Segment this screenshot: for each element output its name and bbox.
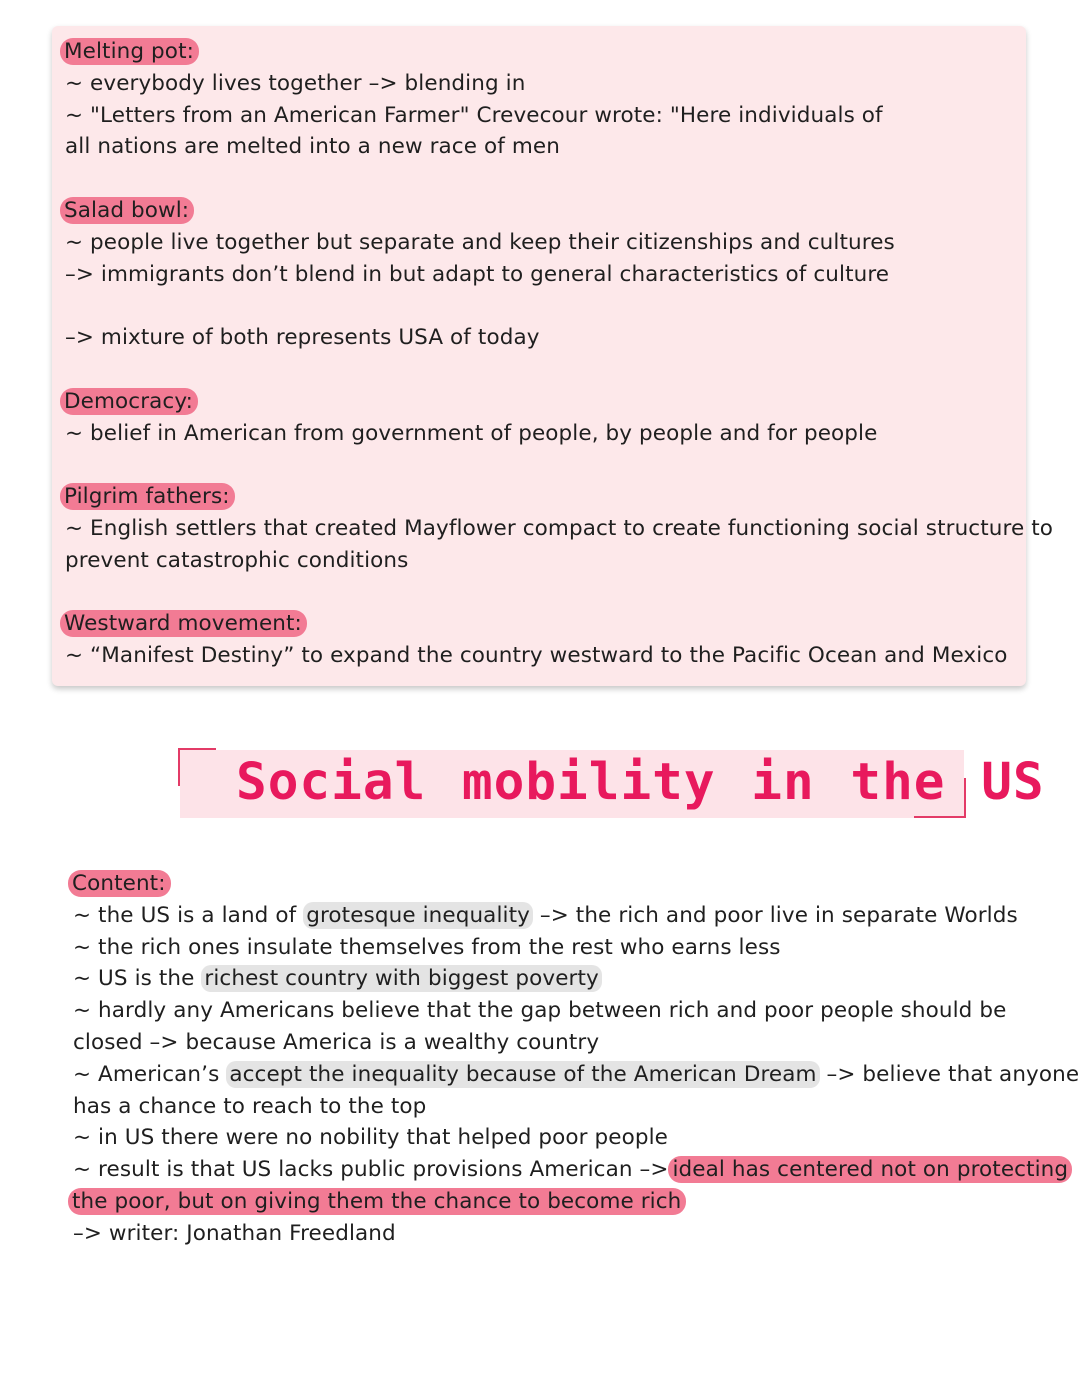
section-mixture bbox=[65, 322, 1020, 354]
content-line-1-highlight: grotesque inequality bbox=[303, 902, 533, 929]
heading-melting-pot: Melting pot: bbox=[60, 38, 199, 65]
content-line-1-prefix: ~ the US is a land of bbox=[73, 902, 304, 928]
content-line-6 bbox=[73, 1059, 1080, 1091]
content-line-10 bbox=[73, 1186, 1063, 1218]
section-melting-pot bbox=[65, 36, 1020, 163]
content-line-7: has a chance to reach to the top bbox=[73, 1093, 427, 1119]
content-line-9 bbox=[73, 1154, 1069, 1186]
title-bracket-top-left bbox=[178, 748, 216, 786]
melting-pot-line-2: ~ "Letters from an American Farmer" Crevecour wrote: "Here individuals of bbox=[65, 102, 883, 128]
page-title: Social mobility in the US bbox=[236, 753, 1045, 812]
section-salad-bowl bbox=[65, 195, 1020, 290]
content-section bbox=[72, 868, 1080, 1250]
pilgrim-fathers-line-2: prevent catastrophic conditions bbox=[65, 547, 409, 573]
salad-bowl-line-1: ~ people live together but separate and keep their citizenships and cultures bbox=[65, 229, 895, 255]
content-line-10-highlight: the poor, but on giving them the chance to become rich bbox=[68, 1188, 686, 1215]
notes-card-content bbox=[64, 36, 1053, 672]
content-line-6-suffix: –> believe that anyone bbox=[819, 1061, 1080, 1087]
heading-salad-bowl: Salad bowl: bbox=[60, 197, 194, 224]
mixture-line: –> mixture of both represents USA of today bbox=[65, 325, 540, 351]
heading-content: Content: bbox=[68, 870, 171, 897]
heading-westward-movement: Westward movement: bbox=[60, 610, 307, 637]
section-democracy bbox=[65, 386, 1020, 450]
pilgrim-fathers-line-1: ~ English settlers that created Mayflower compact to create functioning social structure to bbox=[65, 515, 1053, 541]
content-line-1 bbox=[73, 900, 1063, 932]
salad-bowl-line-2: –> immigrants don’t blend in but adapt to general characteristics of culture bbox=[65, 261, 890, 287]
section-title-block bbox=[178, 748, 1045, 818]
melting-pot-line-1: ~ everybody lives together –> blending in bbox=[65, 70, 526, 96]
section-pilgrim-fathers bbox=[64, 481, 1053, 576]
content-line-4: ~ hardly any Americans believe that the gap between rich and poor people should be bbox=[73, 998, 1007, 1024]
content-line-8: ~ in US there were no nobility that helped poor people bbox=[73, 1125, 668, 1151]
content-line-6-highlight: accept the inequality because of the American Dream bbox=[226, 1061, 819, 1088]
content-line-3 bbox=[73, 963, 1063, 995]
content-line-1-suffix: –> the rich and poor live in separate Worlds bbox=[532, 902, 1018, 928]
content-line-5: closed –> because America is a wealthy country bbox=[73, 1029, 600, 1055]
content-line-11: –> writer: Jonathan Freedland bbox=[73, 1220, 396, 1246]
content-line-6-prefix: ~ American’s bbox=[73, 1061, 227, 1087]
democracy-line-1: ~ belief in American from government of people, by people and for people bbox=[65, 420, 878, 446]
content-line-3-prefix: ~ US is the bbox=[73, 966, 202, 992]
westward-movement-line-1: ~ “Manifest Destiny” to expand the country westward to the Pacific Ocean and Mexico bbox=[65, 643, 1008, 669]
melting-pot-line-3: all nations are melted into a new race of men bbox=[65, 134, 560, 160]
content-line-3-highlight: richest country with biggest poverty bbox=[201, 965, 601, 992]
content-line-9-highlight: ideal has centered not on protecting bbox=[668, 1156, 1072, 1183]
heading-democracy: Democracy: bbox=[60, 388, 198, 415]
content-line-9-prefix: ~ result is that US lacks public provisions American –> bbox=[73, 1157, 669, 1183]
heading-pilgrim-fathers: Pilgrim fathers: bbox=[60, 483, 235, 510]
section-westward-movement bbox=[65, 608, 1020, 672]
content-line-2: ~ the rich ones insulate themselves from the rest who earns less bbox=[73, 934, 781, 960]
